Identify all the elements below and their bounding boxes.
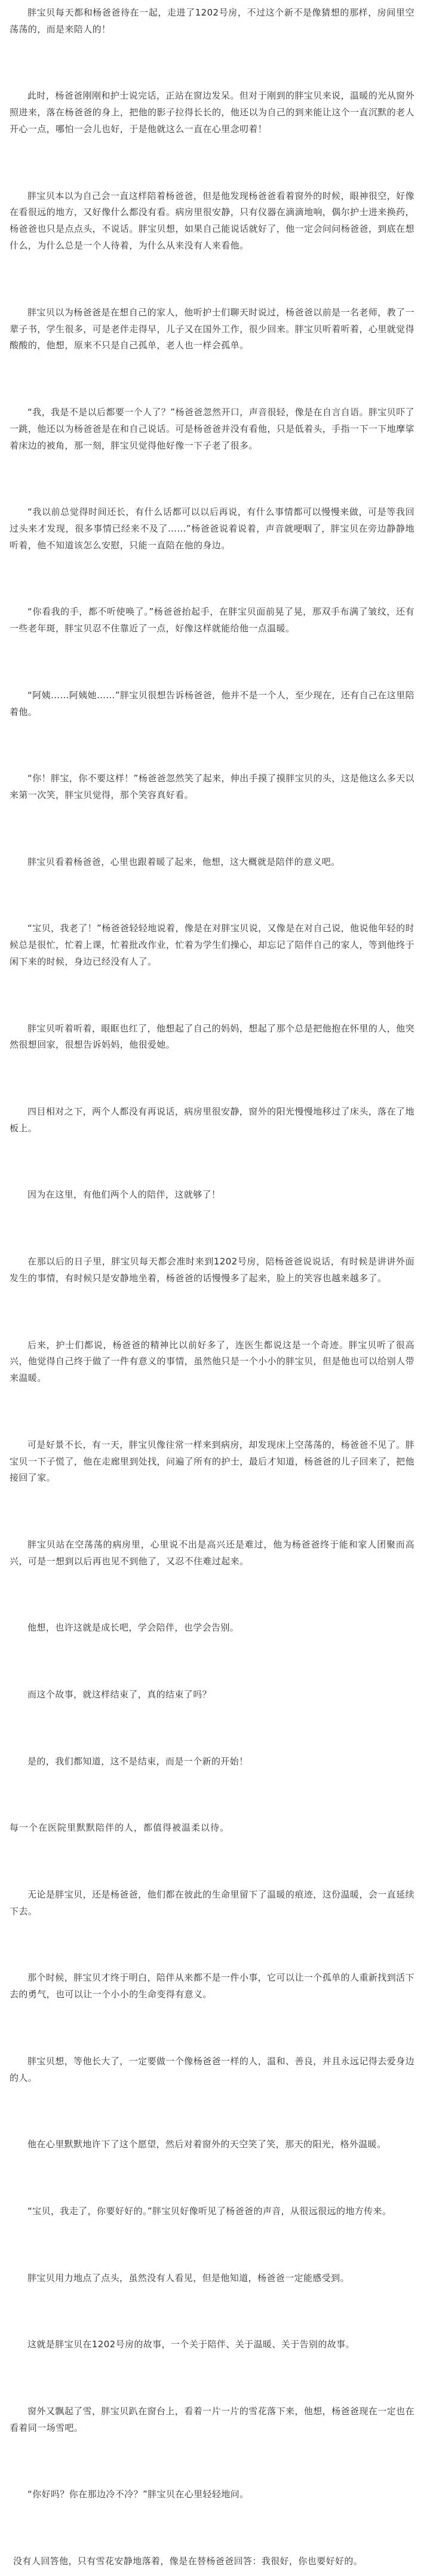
section-heading: 每一个在医院里默默陪伴的人，都值得被温柔以待。 — [10, 1822, 230, 1834]
paragraph-20: 而这个故事，就这样结束了，真的结束了吗？ — [27, 1689, 212, 1700]
paragraph-13: 四目相对之下，两个人都没有再说话，病房里很安静，窗外的阳光慢慢地移过了床头，落在了地板上。 — [10, 1106, 414, 1134]
paragraph-12: 胖宝贝听着听着，眼眶也红了，他想起了自己的妈妈，想起了那个总是把他抱在怀里的人，他突然很想回家，很想告诉妈妈，他很爱她。 — [10, 1023, 414, 1051]
paragraph-2: 此时，杨爸爸刚刚和护士说完话，正站在窗边发呆。但对于刚到的胖宝贝来说，温暖的光从窗外照进来，落在杨爸爸的身上，把他的影子拉得长长的，他还以为自己的到来能让这个一直沉默的老人开心一点，哪怕一会儿也好，于是他就这么一直在心里念叨着！ — [10, 90, 414, 135]
paragraph-10: 胖宝贝看着杨爸爸，心里也跟着暖了起来，他想，这大概就是陪伴的意义吧。 — [27, 856, 340, 867]
paragraph-1: 胖宝贝每天都和杨爸爸待在一起，走进了1202号房，不过这个新不是像猜想的那样，房间里空荡荡的，而是来陪人的！ — [10, 7, 414, 35]
paragraph-6: “我以前总觉得时间还长，有什么话都可以以后再说，有什么事情都可以慢慢来做，可是等我回过头来才发现，很多事情已经来不及了……”杨爸爸说着说着，声音就哽咽了，胖宝贝在旁边静静地听着，他不知道该怎么安慰，只能一直陪在他的身边。 — [10, 506, 414, 551]
paragraph-26: 他在心里默默地许下了这个愿望，然后对着窗外的天空笑了笑，那天的阳光，格外温暖。 — [27, 2139, 386, 2150]
paragraph-27: “宝贝，我走了，你要好好的。”胖宝贝好像听见了杨爸爸的声音，从很远很远的地方传来。 — [27, 2205, 392, 2216]
paragraph-31: “你好吗？你在那边冷不冷？”胖宝贝在心里轻轻地问。 — [27, 2489, 249, 2500]
paragraph-5: “我，我是不是以后都要一个人了？”杨爸爸忽然开口，声音很轻，像是在自言自语。胖宝贝吓了一跳，他还以为杨爸爸是在和自己说话。可是杨爸爸并没有看他，只是低着头，手指一下一下地摩挲着床边的被角，那一刻，胖宝贝觉得他好像一下子老了很多。 — [10, 406, 414, 451]
paragraph-8: “阿姨……阿姨她……”胖宝贝很想告诉杨爸爸，他并不是一个人，至少现在，还有自己在这里陪着他。 — [10, 689, 414, 717]
paragraph-28: 胖宝贝用力地点了点头，虽然没有人看见，但是他知道，杨爸爸一定能感受到。 — [27, 2272, 350, 2283]
paragraph-21: 是的，我们都知道，这不是结束，而是一个新的开始！ — [27, 1755, 248, 1767]
paragraph-3: 胖宝贝本以为自己会一直这样陪着杨爸爸，但是他发现杨爸爸看着窗外的时候，眼神很空，好像在看很远的地方，又好像什么都没有看。病房里很安静，只有仪器在滴滴地响，偶尔护士进来换药，杨爸爸也只是点点头，不说话。胖宝贝想，如果自己能说话就好了，他一定会问问杨爸爸，到底在想什么，为什么总是一个人待着，为什么从来没有人来看他。 — [10, 190, 414, 251]
paragraph-19: 他想，也许这就是成长吧，学会陪伴，也学会告别。 — [27, 1622, 239, 1634]
paragraph-29: 这就是胖宝贝在1202号房的故事，一个关于陪伴、关于温暖、关于告别的故事。 — [27, 2339, 355, 2350]
paragraph-9: “你！胖宝，你不要这样！”杨爸爸忽然笑了起来，伸出手摸了摸胖宝贝的头，这是他这么多天以来第一次笑，胖宝贝觉得，那个笑容真好看。 — [10, 773, 414, 801]
paragraph-16: 后来，护士们都说，杨爸爸的精神比以前好多了，连医生都说这是一个奇迹。胖宝贝听了很高兴，他觉得自己终于做了一件有意义的事情，虽然他只是一个小小的胖宝贝，但是他也可以给别人带来温暖。 — [10, 1339, 414, 1384]
paragraph-4: 胖宝贝以为杨爸爸是在想自己的家人，他听护士们聊天时说过，杨爸爸以前是一名老师，教了一辈子书，学生很多，可是老伴走得早，儿子又在国外工作，很少回来。胖宝贝听着听着，心里就觉得酸酸的，他想，原来不只是自己孤单，老人也一样会孤单。 — [10, 306, 414, 351]
paragraph-23: 无论是胖宝贝，还是杨爸爸，他们都在彼此的生命里留下了温暖的痕迹，这份温暖，会一直延续下去。 — [10, 1889, 414, 1917]
paragraph-11: “宝贝，我老了！”杨爸爸轻轻地说着，像是在对胖宝贝说，又像是在对自己说，他说他年轻的时候总是很忙，忙着上课，忙着批改作业，忙着为学生们操心，却忘记了陪伴自己的家人，等到他终于闲下来的时候，身边已经没有人了。 — [10, 923, 414, 967]
paragraph-15: 在那以后的日子里，胖宝贝每天都会准时来到1202号房，陪杨爸爸说说话，有时候是讲讲外面发生的事情，有时候只是安静地坐着，杨爸爸的话慢慢多了起来，脸上的笑容也越来越多了。 — [10, 1256, 414, 1284]
paragraph-25: 胖宝贝想，等他长大了，一定要做一个像杨爸爸一样的人，温和、善良，并且永远记得去爱身边的人。 — [10, 2055, 414, 2083]
paragraph-18: 胖宝贝站在空荡荡的病房里，心里说不出是高兴还是难过，他为杨爸爸终于能和家人团聚而高兴，可是一想到以后再也见不到他了，又忍不住难过起来。 — [10, 1539, 414, 1567]
author-note: 没有人回答他，只有雪花安静地落着，像是在替杨爸爸回答：我很好，你也要好好的。 — [13, 2555, 363, 2566]
paragraph-30: 窗外又飘起了雪，胖宝贝趴在窗台上，看着一片一片的雪花落下来，他想，杨爸爸现在一定也在看着同一场雪吧。 — [10, 2405, 414, 2433]
paragraph-7: “你看我的手，都不听使唤了。”杨爸爸抬起手，在胖宝贝面前晃了晃，那双手布满了皱纹，还有一些老年斑，胖宝贝忍不住靠近了一点，好像这样就能给他一点温暖。 — [10, 606, 414, 634]
paragraph-14: 因为在这里，有他们两个人的陪伴，这就够了！ — [27, 1189, 221, 1201]
paragraph-24: 那个时候，胖宝贝才终于明白，陪伴从来都不是一件小事，它可以让一个孤单的人重新找到活下去的勇气，也可以让一个小小的生命变得有意义。 — [10, 1972, 414, 2000]
paragraph-17: 可是好景不长，有一天，胖宝贝像往常一样来到病房，却发现床上空荡荡的，杨爸爸不见了。胖宝贝一下子慌了，他在走廊里到处找，问遍了所有的护士，最后才知道，杨爸爸的儿子回来了，把他接回了家。 — [10, 1439, 414, 1484]
